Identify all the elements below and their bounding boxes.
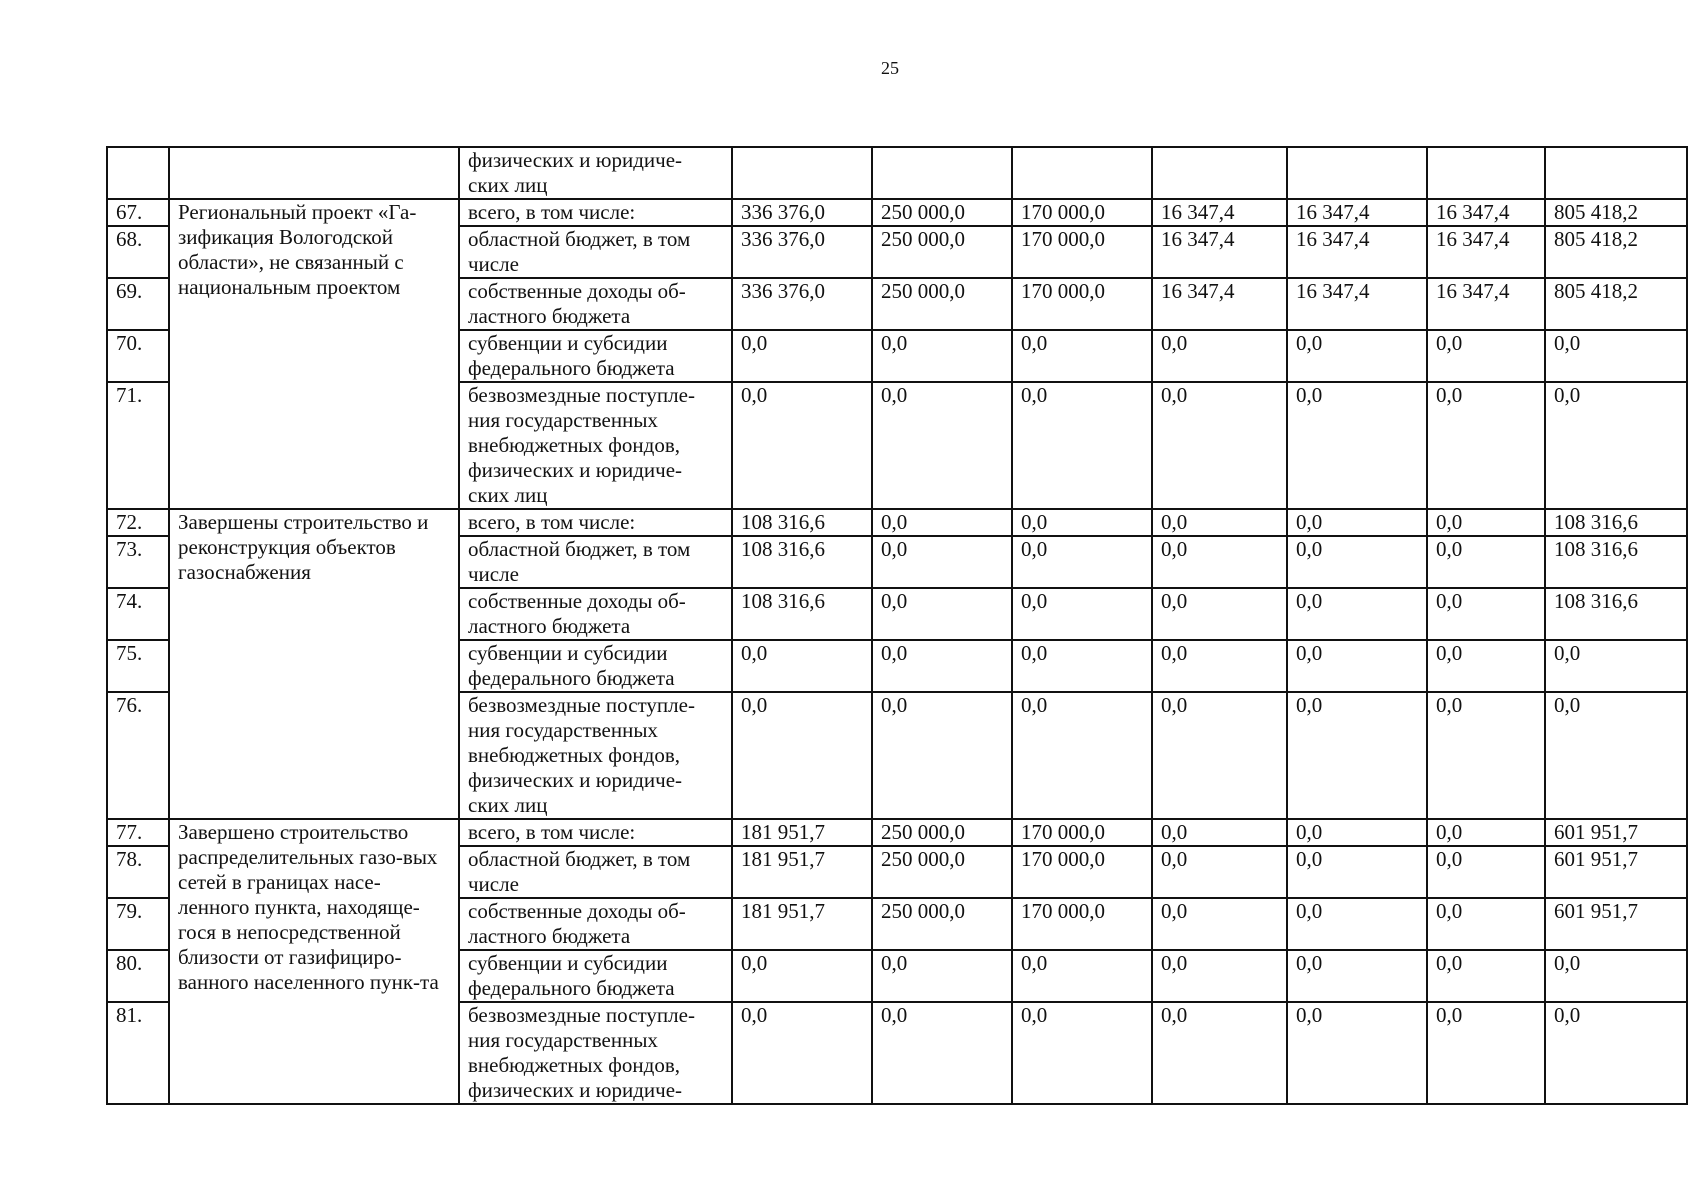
amount-cell: 0,0: [1427, 898, 1545, 950]
project-name-cell: Завершены строительство и реконструкция объектов газоснабжения: [169, 509, 459, 819]
funding-source-cell: собственные доходы об-ластного бюджета: [459, 588, 732, 640]
amount-cell: 170 000,0: [1012, 819, 1152, 846]
funding-source-cell: субвенции и субсидии федерального бюджета: [459, 640, 732, 692]
amount-cell: 0,0: [1152, 1002, 1287, 1104]
amount-cell: 0,0: [1427, 509, 1545, 536]
amount-cell: 170 000,0: [1012, 898, 1152, 950]
amount-cell: 0,0: [872, 382, 1012, 509]
amount-cell: 250 000,0: [872, 898, 1012, 950]
amount-cell: 0,0: [1012, 382, 1152, 509]
amount-cell: 0,0: [1012, 692, 1152, 819]
amount-cell: 601 951,7: [1545, 846, 1687, 898]
amount-cell: 0,0: [1427, 819, 1545, 846]
amount-cell: 0,0: [1287, 330, 1427, 382]
funding-source-cell: всего, в том числе:: [459, 199, 732, 226]
funding-source-cell: всего, в том числе:: [459, 509, 732, 536]
amount-cell: 0,0: [732, 1002, 872, 1104]
amount-cell: 0,0: [1545, 692, 1687, 819]
amount-cell: 181 951,7: [732, 846, 872, 898]
amount-cell: 0,0: [1152, 692, 1287, 819]
amount-cell: 0,0: [872, 330, 1012, 382]
amount-cell: 0,0: [1427, 588, 1545, 640]
row-number: 81.: [107, 1002, 169, 1104]
funding-source-cell: субвенции и субсидии федерального бюджета: [459, 330, 732, 382]
amount-cell: 0,0: [1287, 1002, 1427, 1104]
amount-cell: 0,0: [1287, 588, 1427, 640]
project-name-cell: [169, 147, 459, 199]
amount-cell: 170 000,0: [1012, 278, 1152, 330]
budget-table: [106, 146, 1688, 1105]
amount-cell: 805 418,2: [1545, 199, 1687, 226]
amount-cell: 108 316,6: [732, 536, 872, 588]
amount-cell: [1012, 147, 1152, 199]
row-number: 80.: [107, 950, 169, 1002]
amount-cell: 0,0: [1287, 640, 1427, 692]
amount-cell: 250 000,0: [872, 819, 1012, 846]
amount-cell: [1287, 147, 1427, 199]
amount-cell: 0,0: [732, 382, 872, 509]
row-number: 68.: [107, 226, 169, 278]
row-number: 74.: [107, 588, 169, 640]
amount-cell: 0,0: [1427, 692, 1545, 819]
amount-cell: [872, 147, 1012, 199]
table-row: [107, 147, 1687, 199]
amount-cell: 16 347,4: [1152, 226, 1287, 278]
amount-cell: 0,0: [872, 509, 1012, 536]
amount-cell: 0,0: [1545, 382, 1687, 509]
amount-cell: 0,0: [1152, 640, 1287, 692]
amount-cell: 0,0: [1287, 536, 1427, 588]
amount-cell: 16 347,4: [1152, 278, 1287, 330]
amount-cell: 0,0: [1152, 509, 1287, 536]
amount-cell: 250 000,0: [872, 846, 1012, 898]
amount-cell: 0,0: [1012, 950, 1152, 1002]
amount-cell: 805 418,2: [1545, 278, 1687, 330]
amount-cell: 170 000,0: [1012, 226, 1152, 278]
page-number: 25: [881, 58, 899, 78]
row-number: 77.: [107, 819, 169, 846]
table-row: [107, 819, 1687, 846]
amount-cell: 16 347,4: [1287, 278, 1427, 330]
amount-cell: 0,0: [872, 1002, 1012, 1104]
row-number: 72.: [107, 509, 169, 536]
amount-cell: 0,0: [1545, 950, 1687, 1002]
amount-cell: 0,0: [1287, 692, 1427, 819]
amount-cell: 0,0: [1012, 330, 1152, 382]
amount-cell: 108 316,6: [1545, 536, 1687, 588]
amount-cell: 336 376,0: [732, 199, 872, 226]
amount-cell: 108 316,6: [732, 588, 872, 640]
row-number: [107, 147, 169, 199]
row-number: 76.: [107, 692, 169, 819]
amount-cell: 0,0: [1287, 819, 1427, 846]
amount-cell: 170 000,0: [1012, 199, 1152, 226]
budget-table-body: [107, 147, 1687, 1104]
amount-cell: 0,0: [1152, 588, 1287, 640]
amount-cell: 0,0: [1427, 1002, 1545, 1104]
funding-source-cell: областной бюджет, в том числе: [459, 226, 732, 278]
funding-source-cell: безвозмездные поступле-ния государственных внебюджетных фондов, физических и юридиче-ских лиц: [459, 692, 732, 819]
amount-cell: 0,0: [1012, 1002, 1152, 1104]
funding-source-cell: областной бюджет, в том числе: [459, 536, 732, 588]
amount-cell: 0,0: [1152, 950, 1287, 1002]
amount-cell: 0,0: [872, 692, 1012, 819]
amount-cell: 108 316,6: [732, 509, 872, 536]
amount-cell: 0,0: [1427, 640, 1545, 692]
row-number: 67.: [107, 199, 169, 226]
amount-cell: 0,0: [872, 640, 1012, 692]
amount-cell: [1427, 147, 1545, 199]
amount-cell: 0,0: [1287, 846, 1427, 898]
amount-cell: 108 316,6: [1545, 509, 1687, 536]
amount-cell: 16 347,4: [1427, 199, 1545, 226]
row-number: 73.: [107, 536, 169, 588]
amount-cell: 0,0: [1287, 509, 1427, 536]
amount-cell: [1152, 147, 1287, 199]
funding-source-cell: физических и юридиче-ских лиц: [459, 147, 732, 199]
amount-cell: 0,0: [1152, 382, 1287, 509]
funding-source-cell: собственные доходы об-ластного бюджета: [459, 278, 732, 330]
amount-cell: 0,0: [1152, 846, 1287, 898]
funding-source-cell: субвенции и субсидии федерального бюджета: [459, 950, 732, 1002]
row-number: 69.: [107, 278, 169, 330]
amount-cell: 250 000,0: [872, 199, 1012, 226]
amount-cell: 0,0: [1287, 950, 1427, 1002]
amount-cell: 108 316,6: [1545, 588, 1687, 640]
amount-cell: 170 000,0: [1012, 846, 1152, 898]
amount-cell: 250 000,0: [872, 226, 1012, 278]
amount-cell: 0,0: [732, 640, 872, 692]
amount-cell: 0,0: [1012, 588, 1152, 640]
amount-cell: 0,0: [1152, 819, 1287, 846]
row-number: 70.: [107, 330, 169, 382]
amount-cell: 16 347,4: [1152, 199, 1287, 226]
amount-cell: 0,0: [1012, 536, 1152, 588]
amount-cell: 0,0: [1287, 898, 1427, 950]
amount-cell: 0,0: [1152, 898, 1287, 950]
amount-cell: 0,0: [732, 692, 872, 819]
funding-source-cell: областной бюджет, в том числе: [459, 846, 732, 898]
amount-cell: 0,0: [1427, 846, 1545, 898]
amount-cell: 0,0: [1545, 1002, 1687, 1104]
amount-cell: 16 347,4: [1287, 199, 1427, 226]
amount-cell: 0,0: [1545, 640, 1687, 692]
amount-cell: 336 376,0: [732, 278, 872, 330]
amount-cell: 0,0: [1427, 536, 1545, 588]
amount-cell: 16 347,4: [1427, 278, 1545, 330]
row-number: 79.: [107, 898, 169, 950]
funding-source-cell: собственные доходы об-ластного бюджета: [459, 898, 732, 950]
amount-cell: 181 951,7: [732, 819, 872, 846]
amount-cell: 0,0: [1152, 536, 1287, 588]
funding-source-cell: безвозмездные поступле-ния государственных внебюджетных фондов, физических и юридиче-ских лиц: [459, 382, 732, 509]
amount-cell: [732, 147, 872, 199]
amount-cell: 181 951,7: [732, 898, 872, 950]
table-row: [107, 509, 1687, 536]
amount-cell: 0,0: [732, 330, 872, 382]
funding-source-cell: безвозмездные поступле-ния государственных внебюджетных фондов, физических и юридиче-: [459, 1002, 732, 1104]
amount-cell: 336 376,0: [732, 226, 872, 278]
amount-cell: 0,0: [1287, 382, 1427, 509]
amount-cell: 16 347,4: [1427, 226, 1545, 278]
amount-cell: 0,0: [1012, 640, 1152, 692]
amount-cell: 250 000,0: [872, 278, 1012, 330]
row-number: 78.: [107, 846, 169, 898]
amount-cell: 0,0: [872, 588, 1012, 640]
amount-cell: 0,0: [1427, 330, 1545, 382]
amount-cell: 601 951,7: [1545, 819, 1687, 846]
row-number: 71.: [107, 382, 169, 509]
amount-cell: 0,0: [872, 536, 1012, 588]
amount-cell: 601 951,7: [1545, 898, 1687, 950]
amount-cell: [1545, 147, 1687, 199]
amount-cell: 0,0: [1152, 330, 1287, 382]
amount-cell: 805 418,2: [1545, 226, 1687, 278]
amount-cell: 0,0: [732, 950, 872, 1002]
amount-cell: 0,0: [1427, 950, 1545, 1002]
project-name-cell: Завершено строительство распределительных газо-вых сетей в границах насе-ленного пункта, находяще-гося в непосредственной близости от газифициро-ванного населенного пунк-та: [169, 819, 459, 1104]
amount-cell: 0,0: [1012, 509, 1152, 536]
table-row: [107, 199, 1687, 226]
amount-cell: 16 347,4: [1287, 226, 1427, 278]
project-name-cell: Региональный проект «Га-зификация Вологодской области», не связанный с национальным проектом: [169, 199, 459, 509]
funding-source-cell: всего, в том числе:: [459, 819, 732, 846]
row-number: 75.: [107, 640, 169, 692]
amount-cell: 0,0: [1427, 382, 1545, 509]
amount-cell: 0,0: [1545, 330, 1687, 382]
amount-cell: 0,0: [872, 950, 1012, 1002]
